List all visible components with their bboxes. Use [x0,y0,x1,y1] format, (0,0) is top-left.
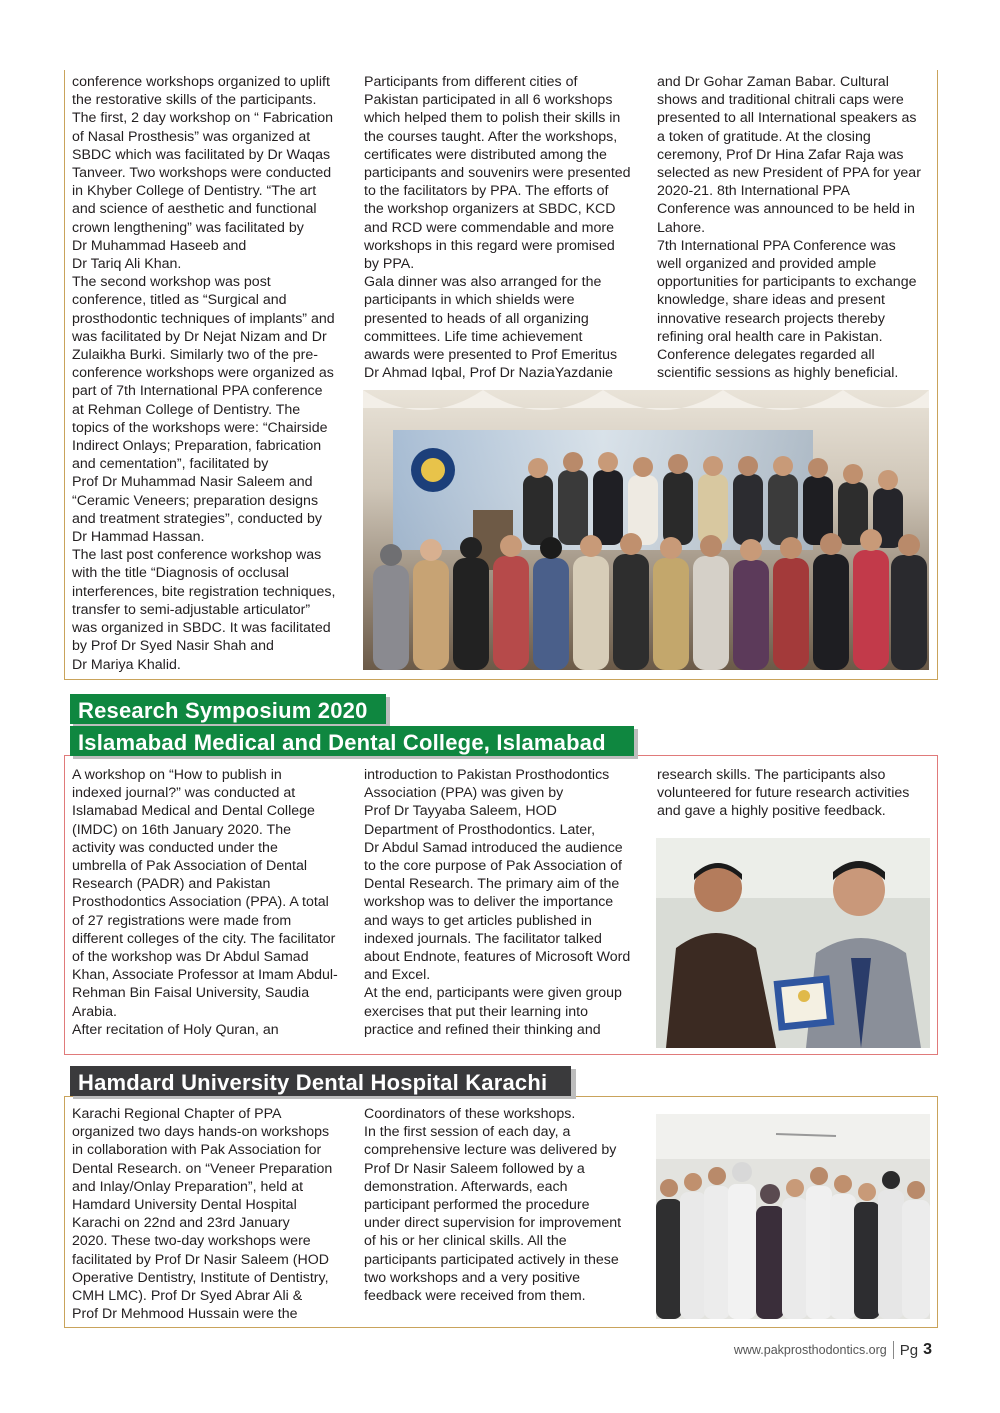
hamdard-title: Hamdard University Dental Hospital Karachi [70,1066,571,1096]
hamdard-column-2: Coordinators of these workshops. In the first session of each day, a comprehensive lecture was delivered by Prof Dr Nasir Saleem followed by a demonstration. Afterwards, each participant performed the procedure under direct supervision for improvement of his or her clinical skills. All the participants participated actively in these two workshops and a very positive feedback were received from them. [364,1106,622,1305]
page-number: 3 [923,1341,932,1358]
research-column-1: A workshop on “How to publish in indexed journal?” was conducted at Islamabad Medical and Dental College (IMDC) on 16th January 2020. The activity was conducted under the umbrella of Pak Association of Dental Research (PADR) and Pakistan Prosthodontics Association (PPA). A total of 27 registrations were made from different colleges of the city. The facilitator of the workshop was Dr Abdul Samad Khan, Associate Professor at Imam Abdul- Rehman Bin Faisal University, Saudia Arabia. After recitation of Holy Quran, an [72,767,338,1038]
top-column-1: conference workshops organized to uplift the restorative skills of the participants. The first, 2 day workshop on “ Fabrication of Nasal Prosthesis” was organized at SBDC which was facilitated by Dr Waqas Tanveer. Two workshops were conducted in Khyber College of Dentistry. “The art and science of aesthetic and functional crown lengthening” was facilitated by Dr Muhammad Haseeb and Dr Tariq Ali Khan. The second workshop was post conference, titled as “Surgical and prosthodontic techniques of implants” and was facilitated by Dr Nejat Nizam and Dr Zulaikha Burki. Similarly two of the pre- conference workshops were organized as part of 7th International PPA conference at Rehman College of Dentistry. The topics of the workshops were: “Chairside Indirect Onlays; Preparation, fabrication and cementation”, facilitated by Prof Dr Muhammad Nasir Saleem and “Ceramic Veneers; preparation designs and treatment strategies”, conducted by Dr Hammad Hassan. The last post conference workshop was with the title “Diagnosis of occlusal interferences, bite registration techniques, transfer to semi-adjustable articulator” was organized in SBDC. It was facilitated by Prof Dr Syed Nasir Shah and Dr Mariya Khalid. [72,74,336,673]
footer-url[interactable]: www.pakprosthodontics.org [733,1343,887,1357]
conference-group-photo [363,390,929,670]
award-presentation-photo [656,838,930,1048]
hamdard-workshop-photo [656,1114,930,1319]
footer-separator [893,1341,894,1359]
conference-group-photo-image [363,390,929,670]
page-label: Pg [899,1341,919,1359]
award-presentation-photo-image [656,838,930,1048]
research-title-line-2: Islamabad Medical and Dental College, Islamabad [70,726,634,756]
top-column-3: and Dr Gohar Zaman Babar. Cultural shows and traditional chitrali caps were presented to all International speakers as a token of gratitude. At the closing ceremony, Prof Dr Hina Zafar Raja was selected as new President of PPA for year 2020-21. 8th International PPA Conference was announced to be held in Lahore. 7th International PPA Conference was well organized and provided ample opportunities for participants to exchange knowledge, share ideas and present innovative research projects thereby refining oral health care in Pakistan. Conference delegates regarded all scientific sessions as highly beneficial. [657,74,921,382]
research-column-3: research skills. The participants also volunteered for future research activities and gave a highly positive feedback. [657,767,910,820]
page-footer [734,1341,932,1359]
hamdard-workshop-photo-image [656,1114,930,1319]
research-title-line-1: Research Symposium 2020 [70,694,386,724]
top-column-2: Participants from different cities of Pakistan participated in all 6 workshops which helped them to polish their skills in the courses taught. After the workshops, certificates were distributed among the participants and souvenirs were presented to the facilitators by PPA. The efforts of the workshop organizers at SBDC, KCD and RCD were commendable and more workshops in this regard were promised by PPA. Gala dinner was also arranged for the participants in which shields were presented to heads of all organizing committees. Life time achievement awards were presented to Prof Emeritus Dr Ahmad Iqbal, Prof Dr NaziaYazdanie [364,74,631,382]
research-column-2: introduction to Pakistan Prosthodontics Association (PPA) was given by Prof Dr Tayyaba Saleem, HOD Department of Prosthodontics. Later, Dr Abdul Samad introduced the audience to the core purpose of Pak Association of Dental Research. The primary aim of the workshop was to deliver the importance and ways to get articles published in indexed journals. The facilitator talked about Endnote, features of Microsoft Word and Excel. At the end, participants were given group exercises that put their learning into practice and refined their thinking and [364,767,631,1038]
hamdard-column-1: Karachi Regional Chapter of PPA organized two days hands-on workshops in collaboration with Pak Association for Dental Research. on “Veneer Preparation and Inlay/Onlay Preparation”, held at Hamdard University Dental Hospital Karachi on 22nd and 23rd January 2020. These two-day workshops were facilitated by Prof Dr Nasir Saleem (HOD Operative Dentistry, Institute of Dentistry, CMH LMC). Prof Dr Syed Abrar Ali & Prof Dr Mehmood Hussain were the [72,1106,333,1323]
